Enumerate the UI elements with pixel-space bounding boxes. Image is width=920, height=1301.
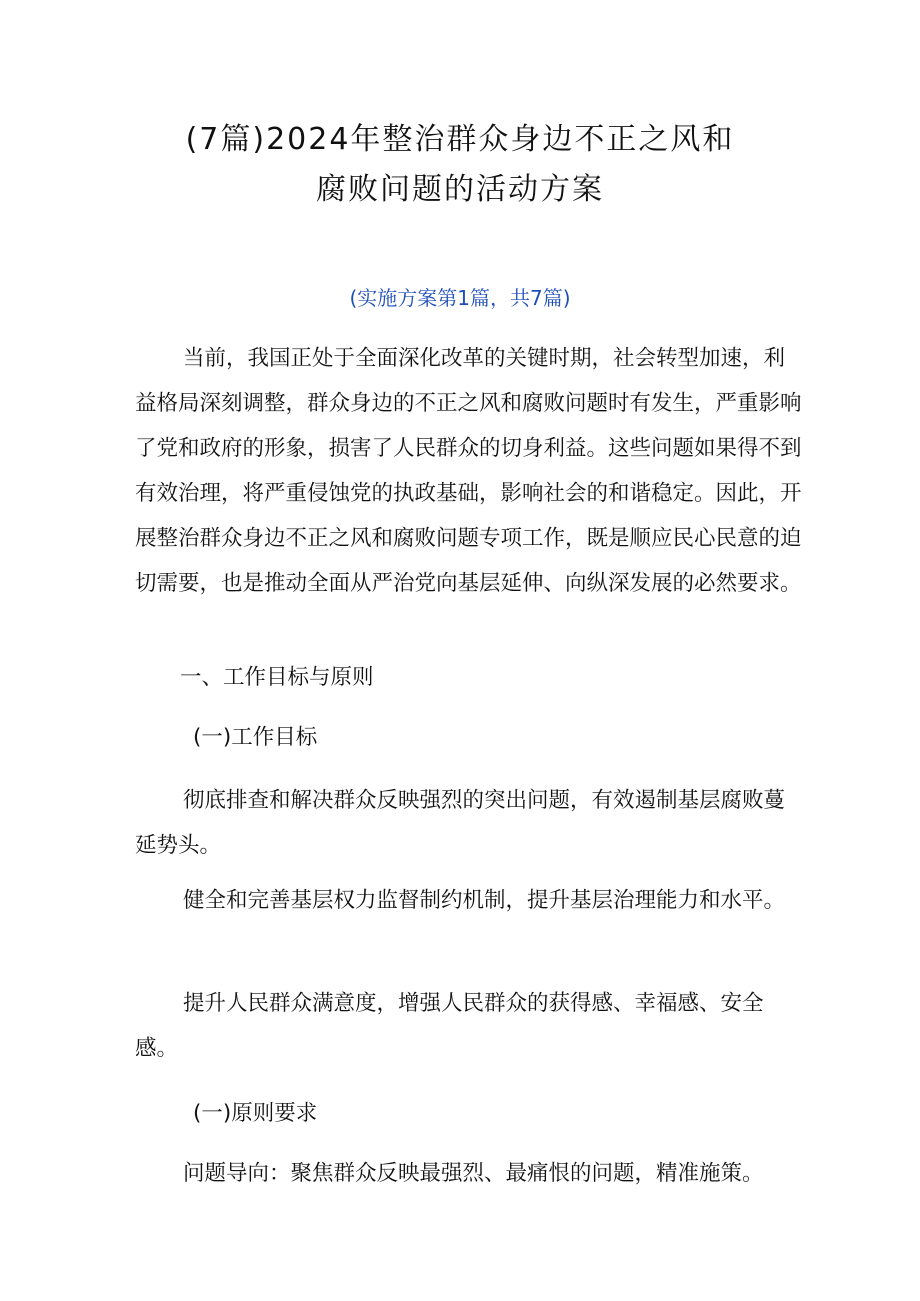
goal-paragraph-3: 提升人民群众满意度，增强人民群众的获得感、幸福感、安全感。: [135, 991, 764, 1061]
document-title-line-1: (7篇)2024年整治群众身边不正之风和: [185, 122, 735, 157]
intro-paragraph: 当前，我国正处于全面深化改革的关键时期，社会转型加速，利益格局深刻调整，群众身边的不正之风和腐败问题时有发生，严重影响了党和政府的形象，损害了人民群众的切身利益。这些问题如果得不到有效治理，将严重侵蚀党的执政基础，影响社会的和谐稳定。因此，开展整治群众身边不正之风和腐败问题专项工作，既是顺应民心民意的迫切需要，也是推动全面从严治党向基层延伸、向纵深发展的必然要求。: [135, 346, 802, 596]
subsection-heading-goals: (一)工作目标: [193, 725, 318, 750]
principle-paragraph-1: 问题导向：聚焦群众反映最强烈、最痛恨的问题，精准施策。: [183, 1161, 764, 1186]
goal-paragraph-1: 彻底排查和解决群众反映强烈的突出问题，有效遏制基层腐败蔓延势头。: [135, 788, 786, 858]
section-heading: 一、工作目标与原则: [180, 665, 374, 690]
document-title-line-2: 腐败问题的活动方案: [316, 172, 604, 207]
subsection-heading-principles: (一)原则要求: [193, 1101, 318, 1126]
document-subtitle: (实施方案第1篇，共7篇): [349, 286, 571, 310]
goal-paragraph-2: 健全和完善基层权力监督制约机制，提升基层治理能力和水平。: [183, 888, 786, 913]
